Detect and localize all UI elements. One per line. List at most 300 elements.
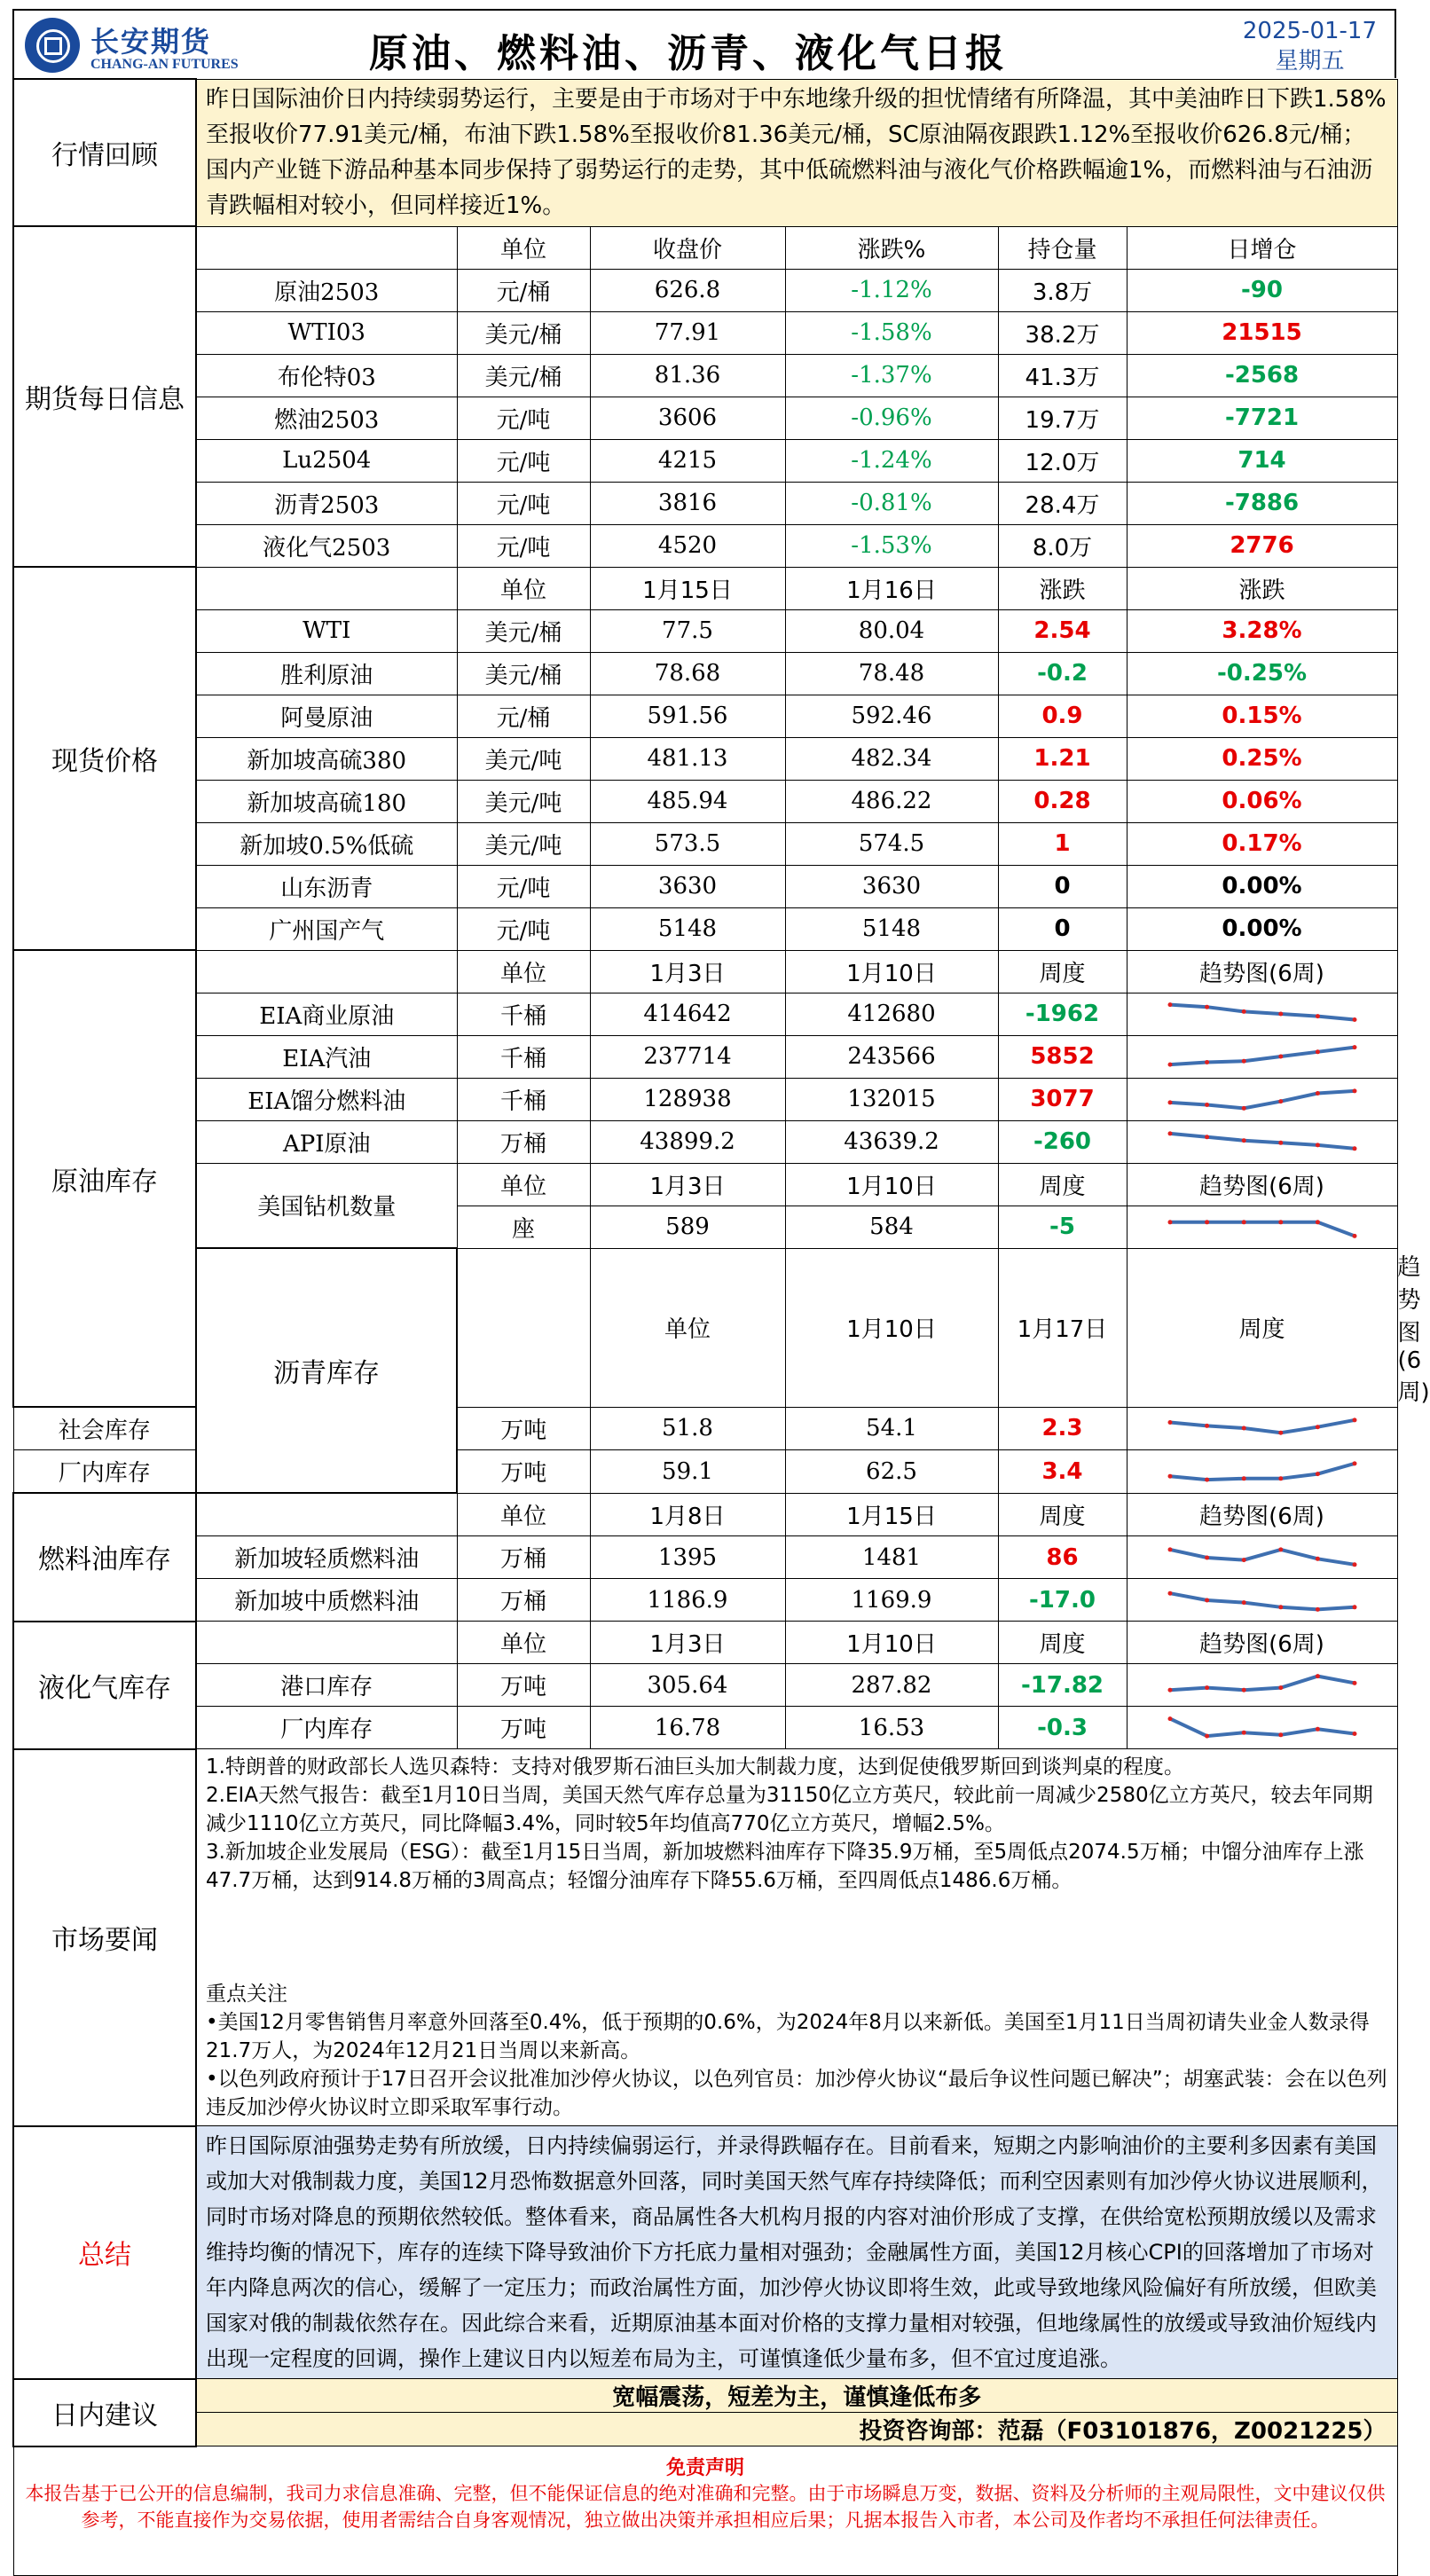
- trend-point: [1205, 1103, 1209, 1107]
- inventory-value-1: 237714: [590, 1035, 785, 1078]
- inventory-name: EIA馏分燃料油: [196, 1078, 457, 1120]
- column-header: 周度: [998, 950, 1127, 993]
- futures-unit: 美元/桶: [457, 354, 590, 397]
- inventory-value-2: 243566: [785, 1035, 998, 1078]
- trend-point: [1352, 1562, 1356, 1567]
- futures-change: -1.53%: [785, 524, 998, 567]
- table-row: [13, 311, 1397, 354]
- table-row: [13, 79, 1397, 226]
- futures-close: 4520: [590, 524, 785, 567]
- trend-point: [1167, 1063, 1172, 1067]
- column-header: 单位: [457, 567, 590, 609]
- spot-price-2: 482.34: [785, 737, 998, 780]
- inventory-value-2: 16.53: [785, 1707, 998, 1749]
- trend-point: [1315, 1091, 1319, 1096]
- futures-open-interest: 8.0万: [998, 524, 1127, 567]
- rig-value-1: 589: [590, 1206, 785, 1248]
- review-text: 昨日国际油价日内持续弱势运行，主要是由于市场对于中东地缘升级的担忧情绪有所降温，其中美油昨日下跌1.58%至报收价77.91美元/桶，布油下跌1.58%至报收价81.36美元/桶，SC原油隔夜跟跌1.12%至报收价626.8元/桶；国内产业链下游品种基本同步保持了弱势运行的走势，其中低硫燃料油与液化气价格跌幅逾1%，而燃料油与石油沥青跌幅相对较小，但同样接近1%。: [196, 79, 1397, 226]
- table-row: [13, 1579, 1397, 1622]
- company-logo: [21, 16, 252, 75]
- news-spacer: [206, 1895, 1388, 1980]
- table-row: [13, 482, 1397, 524]
- inventory-value-1: 59.1: [590, 1450, 785, 1494]
- table-row: [13, 524, 1397, 567]
- column-header: 单位: [590, 1248, 785, 1407]
- spot-price-2: 574.5: [785, 822, 998, 865]
- trend-cell: [1127, 1120, 1397, 1163]
- trend-point: [1278, 1431, 1283, 1435]
- trend-cell: [1127, 1206, 1397, 1248]
- trend-line: [1170, 1091, 1355, 1109]
- spot-price-1: 77.5: [590, 609, 785, 652]
- trend-point: [1167, 1590, 1172, 1595]
- column-header: 趋势图(6周): [1127, 1622, 1397, 1664]
- table-row: 沥青库存 单位 1月10日 1月17日 周度 趋势图(6周): [13, 1248, 1397, 1407]
- spot-change: 0.28: [998, 780, 1127, 822]
- spot-name: 新加坡高硫380: [196, 737, 457, 780]
- spot-name: 新加坡高硫180: [196, 780, 457, 822]
- column-header: 1月10日: [785, 1622, 998, 1664]
- trend-point: [1205, 1477, 1209, 1481]
- trend-point: [1167, 1100, 1172, 1104]
- section-label-lpg-inventory: 液化气库存: [13, 1622, 196, 1749]
- table-row: [13, 1664, 1397, 1707]
- inventory-weekly-change: -17.0: [998, 1579, 1127, 1622]
- inventory-name: EIA商业原油: [196, 993, 457, 1035]
- futures-unit: 元/桶: [457, 269, 590, 311]
- trend-point: [1352, 1017, 1356, 1022]
- logo-en: CHANG-AN FUTURES: [90, 57, 239, 72]
- inventory-weekly-change: -260: [998, 1120, 1127, 1163]
- inventory-name: API原油: [196, 1120, 457, 1163]
- column-header: 1月3日: [590, 1163, 785, 1206]
- spot-price-1: 3630: [590, 865, 785, 907]
- section-label-advice: 日内建议: [13, 2379, 196, 2446]
- inventory-weekly-change: 5852: [998, 1035, 1127, 1078]
- report-date-block: [1243, 16, 1377, 76]
- trend-point: [1241, 1600, 1245, 1605]
- trend-point: [1352, 1146, 1356, 1151]
- trend-point: [1278, 1732, 1283, 1737]
- inventory-value-2: 412680: [785, 993, 998, 1035]
- trend-point: [1352, 1605, 1356, 1609]
- trend-cell: [1127, 1579, 1397, 1622]
- inventory-name: 新加坡轻质燃料油: [196, 1536, 457, 1579]
- focus-item: •以色列政府预计于17日召开会议批准加沙停火协议，以色列官员：加沙停火协议“最后争议性问题已解决”；胡塞武装：会在以色列违反加沙停火协议时立即采取军事行动。: [206, 2068, 1387, 2119]
- spot-change: 1.21: [998, 737, 1127, 780]
- trend-line: [1170, 1005, 1355, 1020]
- inventory-name: 新加坡中质燃料油: [196, 1579, 457, 1622]
- table-row: [13, 907, 1397, 950]
- section-label-review: 行情回顾: [13, 79, 196, 226]
- spot-change: 0: [998, 865, 1127, 907]
- column-header: 涨跌: [998, 567, 1127, 609]
- spot-price-1: 485.94: [590, 780, 785, 822]
- trend-sparkline: [1165, 1713, 1360, 1743]
- trend-point: [1278, 1220, 1283, 1224]
- inventory-unit: 千桶: [457, 1078, 590, 1120]
- trend-cell: [1127, 1407, 1397, 1450]
- rig-value-2: 584: [785, 1206, 998, 1248]
- header-blank: [196, 226, 457, 269]
- column-header: 1月8日: [590, 1493, 785, 1536]
- trend-point: [1352, 1680, 1356, 1685]
- spot-change-pct: 0.25%: [1127, 737, 1397, 780]
- spot-change-pct: 0.17%: [1127, 822, 1397, 865]
- trend-point: [1241, 1730, 1245, 1734]
- table-row: [13, 269, 1397, 311]
- table-row: [13, 1120, 1397, 1163]
- futures-oi-change: -7886: [1127, 482, 1397, 524]
- spot-unit: 美元/吨: [457, 822, 590, 865]
- trend-point: [1315, 1425, 1319, 1429]
- spot-price-2: 78.48: [785, 652, 998, 695]
- trend-point: [1241, 1009, 1245, 1014]
- inventory-unit: 千桶: [457, 1035, 590, 1078]
- trend-point: [1205, 1555, 1209, 1559]
- futures-oi-change: 2776: [1127, 524, 1397, 567]
- spot-unit: 元/桶: [457, 695, 590, 737]
- trend-point: [1352, 1088, 1356, 1093]
- spot-name: 山东沥青: [196, 865, 457, 907]
- table-row: [13, 1707, 1397, 1749]
- inventory-value-1: 43899.2: [590, 1120, 785, 1163]
- column-header: 1月10日: [785, 1163, 998, 1206]
- trend-point: [1167, 1420, 1172, 1425]
- table-row: [13, 2446, 1397, 2576]
- table-row: [13, 652, 1397, 695]
- spot-change-pct: -0.25%: [1127, 652, 1397, 695]
- inventory-unit: 千桶: [457, 993, 590, 1035]
- trend-point: [1278, 1141, 1283, 1145]
- column-header: 周度: [998, 1493, 1127, 1536]
- trend-line: [1170, 1048, 1355, 1065]
- column-header: 趋势图(6周): [1127, 950, 1397, 993]
- trend-point: [1241, 1106, 1245, 1111]
- trend-point: [1205, 1135, 1209, 1139]
- inventory-name: 港口库存: [196, 1664, 457, 1707]
- trend-point: [1241, 1476, 1245, 1480]
- disclaimer: [13, 2446, 1397, 2576]
- spot-price-1: 78.68: [590, 652, 785, 695]
- trend-cell: [1127, 1450, 1397, 1494]
- trend-line: [1170, 1464, 1355, 1480]
- futures-name: 布伦特03: [196, 354, 457, 397]
- spot-price-2: 592.46: [785, 695, 998, 737]
- header-blank: [196, 567, 457, 609]
- inventory-value-1: 16.78: [590, 1707, 785, 1749]
- report-header: [12, 9, 1396, 78]
- table-row: [13, 695, 1397, 737]
- futures-change: -1.37%: [785, 354, 998, 397]
- column-header: 单位: [457, 1622, 590, 1664]
- trend-point: [1352, 1418, 1356, 1423]
- spot-change-pct: 0.00%: [1127, 907, 1397, 950]
- futures-open-interest: 19.7万: [998, 397, 1127, 439]
- spot-name: 广州国产气: [196, 907, 457, 950]
- table-row: [13, 822, 1397, 865]
- section-label-asphalt-inventory: 沥青库存: [196, 1248, 457, 1493]
- futures-name: 沥青2503: [196, 482, 457, 524]
- column-header: 1月15日: [785, 1493, 998, 1536]
- section-label-spot: 现货价格: [13, 567, 196, 950]
- column-header: 1月15日: [590, 567, 785, 609]
- table-row: [13, 950, 1397, 993]
- table-row: [13, 1163, 1397, 1206]
- futures-close: 4215: [590, 439, 785, 482]
- inventory-value-2: 287.82: [785, 1664, 998, 1707]
- news-item: 3.新加坡企业发展局（ESG）：截至1月15日当周，新加坡燃料油库存下降35.9万桶，至5周低点2074.5万桶；中馏分油库存上涨47.7万桶，达到914.8万桶的3周高点；轻馏分油库存下降55.6万桶，至四周低点1486.6万桶。: [206, 1841, 1364, 1892]
- trend-point: [1278, 1685, 1283, 1690]
- table-row: [13, 2379, 1397, 2413]
- column-header: 1月3日: [590, 1622, 785, 1664]
- column-header: 趋势图(6周): [1127, 1493, 1397, 1536]
- section-label-fuel-inventory: 燃料油库存: [13, 1493, 196, 1622]
- trend-line: [1170, 1134, 1355, 1149]
- inventory-value-1: 51.8: [590, 1407, 785, 1450]
- spot-change: 0: [998, 907, 1127, 950]
- table-row: [13, 737, 1397, 780]
- report-date: 2025-01-17: [1242, 18, 1377, 44]
- analyst-info: 投资咨询部：范磊（F03101876，Z0021225）: [196, 2413, 1397, 2446]
- focus-title: 重点关注: [206, 1983, 287, 2006]
- inventory-name: 厂内库存: [196, 1707, 457, 1749]
- trend-point: [1167, 1687, 1172, 1692]
- spot-price-1: 573.5: [590, 822, 785, 865]
- trend-line: [1170, 1593, 1355, 1609]
- trend-sparkline: [1165, 1413, 1360, 1443]
- table-row: [13, 1035, 1397, 1078]
- trend-sparkline: [1165, 1670, 1360, 1700]
- inventory-unit: 万吨: [457, 1450, 590, 1494]
- trend-point: [1167, 1220, 1172, 1224]
- spot-unit: 元/吨: [457, 907, 590, 950]
- spot-change-pct: 0.00%: [1127, 865, 1397, 907]
- inventory-value-1: 414642: [590, 993, 785, 1035]
- futures-oi-change: 714: [1127, 439, 1397, 482]
- header-blank: [457, 1248, 590, 1407]
- inventory-weekly-change: 3.4: [998, 1450, 1127, 1494]
- trend-point: [1278, 1547, 1283, 1551]
- inventory-value-2: 1481: [785, 1536, 998, 1579]
- spot-price-2: 486.22: [785, 780, 998, 822]
- table-row: [13, 1749, 1397, 2126]
- futures-close: 3606: [590, 397, 785, 439]
- news-item: 1.特朗普的财政部长人选贝森特：支持对俄罗斯石油巨头加大制裁力度，达到促使俄罗斯回到谈判桌的程度。: [206, 1755, 1184, 1779]
- trend-point: [1241, 1426, 1245, 1431]
- futures-change: -1.24%: [785, 439, 998, 482]
- trend-sparkline: [1165, 1041, 1360, 1072]
- futures-close: 77.91: [590, 311, 785, 354]
- trend-point: [1315, 1472, 1319, 1476]
- column-header: 涨跌: [1127, 567, 1397, 609]
- trend-cell: [1127, 993, 1397, 1035]
- futures-name: 原油2503: [196, 269, 457, 311]
- column-header: 1月16日: [785, 567, 998, 609]
- futures-unit: 美元/桶: [457, 311, 590, 354]
- trend-point: [1205, 1733, 1209, 1738]
- column-header: 1月17日: [998, 1248, 1127, 1407]
- futures-oi-change: -90: [1127, 269, 1397, 311]
- section-label-futures: 期货每日信息: [13, 226, 196, 567]
- futures-unit: 元/吨: [457, 482, 590, 524]
- report-title: 原油、燃料油、沥青、液化气日报: [369, 31, 1008, 76]
- inventory-value-2: 1169.9: [785, 1579, 998, 1622]
- spot-name: 胜利原油: [196, 652, 457, 695]
- spot-change: 0.9: [998, 695, 1127, 737]
- report-table: [12, 78, 1430, 2576]
- trend-point: [1241, 1059, 1245, 1064]
- advice-text: 宽幅震荡，短差为主，谨慎逢低布多: [196, 2379, 1397, 2413]
- trend-cell: [1127, 1536, 1397, 1579]
- table-row: [13, 354, 1397, 397]
- spot-unit: 美元/吨: [457, 737, 590, 780]
- trend-point: [1241, 1687, 1245, 1692]
- header-blank: [196, 950, 457, 993]
- column-header: 周度: [998, 1622, 1127, 1664]
- trend-point: [1205, 1060, 1209, 1064]
- rig-count-name: 美国钻机数量: [196, 1163, 457, 1248]
- futures-name: 燃油2503: [196, 397, 457, 439]
- trend-point: [1167, 1473, 1172, 1478]
- trend-point: [1167, 1002, 1172, 1007]
- column-header: 1月3日: [590, 950, 785, 993]
- trend-point: [1315, 1726, 1319, 1731]
- trend-point: [1352, 1045, 1356, 1049]
- futures-open-interest: 28.4万: [998, 482, 1127, 524]
- table-row: [13, 993, 1397, 1035]
- column-header: 单位: [457, 226, 590, 269]
- trend-line: [1170, 1718, 1355, 1736]
- inventory-value-2: 62.5: [785, 1450, 998, 1494]
- column-header: 单位: [457, 1163, 590, 1206]
- column-header: 持仓量: [998, 226, 1127, 269]
- focus-item: •美国12月零售销售月率意外回落至0.4%，低于预期的0.6%，为2024年8月以来新低。美国至1月11日当周初请失业金人数录得21.7万人，为2024年12月21日当周以来新高。: [206, 2011, 1370, 2062]
- disclaimer-title: 免责声明: [666, 2456, 745, 2479]
- table-row: [13, 226, 1397, 269]
- table-row: [13, 1493, 1397, 1536]
- futures-open-interest: 3.8万: [998, 269, 1127, 311]
- column-header: 单位: [457, 950, 590, 993]
- futures-change: -0.81%: [785, 482, 998, 524]
- inventory-unit: 万桶: [457, 1536, 590, 1579]
- futures-unit: 元/吨: [457, 397, 590, 439]
- trend-point: [1315, 1674, 1319, 1678]
- inventory-weekly-change: 2.3: [998, 1407, 1127, 1450]
- futures-open-interest: 41.3万: [998, 354, 1127, 397]
- inventory-name: EIA汽油: [196, 1035, 457, 1078]
- table-row: [13, 1536, 1397, 1579]
- spot-name: WTI: [196, 609, 457, 652]
- trend-cell: [1127, 1664, 1397, 1707]
- trend-point: [1167, 1716, 1172, 1721]
- trend-point: [1167, 1131, 1172, 1135]
- section-label-news: 市场要闻: [13, 1749, 196, 2126]
- trend-sparkline: [1165, 1543, 1360, 1573]
- trend-line: [1170, 1549, 1355, 1564]
- rig-unit: 座: [457, 1206, 590, 1248]
- trend-point: [1352, 1732, 1356, 1736]
- column-header: 单位: [457, 1493, 590, 1536]
- table-row: [13, 439, 1397, 482]
- trend-point: [1241, 1220, 1245, 1224]
- spot-price-1: 5148: [590, 907, 785, 950]
- futures-change: -1.58%: [785, 311, 998, 354]
- table-row: [13, 865, 1397, 907]
- table-row: [13, 567, 1397, 609]
- inventory-weekly-change: -0.3: [998, 1707, 1127, 1749]
- table-row: [13, 2126, 1397, 2379]
- table-row: [13, 2413, 1397, 2446]
- inventory-unit: 万吨: [457, 1407, 590, 1450]
- section-label-crude-inventory: 原油库存: [13, 950, 196, 1407]
- spot-change-pct: 0.06%: [1127, 780, 1397, 822]
- spot-price-2: 3630: [785, 865, 998, 907]
- futures-name: Lu2504: [196, 439, 457, 482]
- table-row: [13, 780, 1397, 822]
- trend-point: [1167, 1547, 1172, 1551]
- spot-unit: 美元/桶: [457, 652, 590, 695]
- futures-open-interest: 12.0万: [998, 439, 1127, 482]
- trend-sparkline: [1165, 1457, 1360, 1487]
- spot-change: -0.2: [998, 652, 1127, 695]
- futures-oi-change: -2568: [1127, 354, 1397, 397]
- trend-point: [1241, 1138, 1245, 1143]
- trend-point: [1315, 1143, 1319, 1147]
- futures-close: 626.8: [590, 269, 785, 311]
- table-row: [13, 397, 1397, 439]
- trend-point: [1352, 1234, 1356, 1238]
- inventory-unit: 万桶: [457, 1120, 590, 1163]
- trend-cell: [1127, 1035, 1397, 1078]
- inventory-weekly-change: 3077: [998, 1078, 1127, 1120]
- trend-point: [1278, 1476, 1283, 1480]
- column-header: 收盘价: [590, 226, 785, 269]
- inventory-value-1: 1186.9: [590, 1579, 785, 1622]
- trend-point: [1278, 1605, 1283, 1609]
- spot-change: 1: [998, 822, 1127, 865]
- column-header: 趋势图(6周): [1127, 1163, 1397, 1206]
- column-header: 周度: [1127, 1248, 1397, 1407]
- table-row: [13, 609, 1397, 652]
- trend-point: [1315, 1220, 1319, 1224]
- spot-unit: 元/吨: [457, 865, 590, 907]
- inventory-weekly-change: -1962: [998, 993, 1127, 1035]
- futures-open-interest: 38.2万: [998, 311, 1127, 354]
- news-item: 2.EIA天然气报告：截至1月10日当周，美国天然气库存总量为31150亿立方英尺，较此前一周减少2580亿立方英尺，较去年同期减少1110亿立方英尺，同比降幅3.4%，同时较5年均值高770亿立方英尺，增幅2.5%。: [206, 1784, 1373, 1835]
- inventory-value-2: 132015: [785, 1078, 998, 1120]
- trend-cell: [1127, 1078, 1397, 1120]
- spot-price-1: 481.13: [590, 737, 785, 780]
- inventory-value-2: 43639.2: [785, 1120, 998, 1163]
- trend-point: [1278, 1055, 1283, 1059]
- futures-name: WTI03: [196, 311, 457, 354]
- trend-point: [1278, 1099, 1283, 1103]
- trend-point: [1278, 1012, 1283, 1017]
- futures-change: -1.12%: [785, 269, 998, 311]
- futures-oi-change: -7721: [1127, 397, 1397, 439]
- trend-point: [1352, 1461, 1356, 1465]
- report-page: [12, 9, 1430, 2576]
- futures-change: -0.96%: [785, 397, 998, 439]
- summary-text: 昨日国际原油强势走势有所放缓，日内持续偏弱运行，并录得跌幅存在。目前看来，短期之内影响油价的主要利多因素有美国或加大对俄制裁力度，美国12月恐怖数据意外回落，同时美国天然气库存持续降低；而利空因素则有加沙停火协议进展顺利，同时市场对降息的预期依然较低。整体看来，商品属性各大机构月报的内容对油价形成了支撑，在供给宽松预期放缓以及需求维持均衡的情况下，库存的连续下降导致油价下方托底力量相对强劲；金融属性方面，美国12月核心CPI的回落增加了市场对年内降息两次的信心，缓解了一定压力；而政治属性方面，加沙停火协议即将生效，此或导致地缘风险偏好有所放缓，但欧美国家对俄的制裁依然存在。因此综合来看，近期原油基本面对价格的支撑力量相对较强，但地缘属性的放缓或导致油价短线内出现一定程度的回调，操作上建议日内以短差布局为主，可谨慎逢低少量布多，但不宜过度追涨。: [196, 2126, 1397, 2379]
- trend-line: [1170, 1222, 1355, 1237]
- trend-sparkline: [1165, 1212, 1360, 1242]
- trend-point: [1241, 1558, 1245, 1562]
- futures-close: 3816: [590, 482, 785, 524]
- spot-price-1: 591.56: [590, 695, 785, 737]
- futures-unit: 元/吨: [457, 439, 590, 482]
